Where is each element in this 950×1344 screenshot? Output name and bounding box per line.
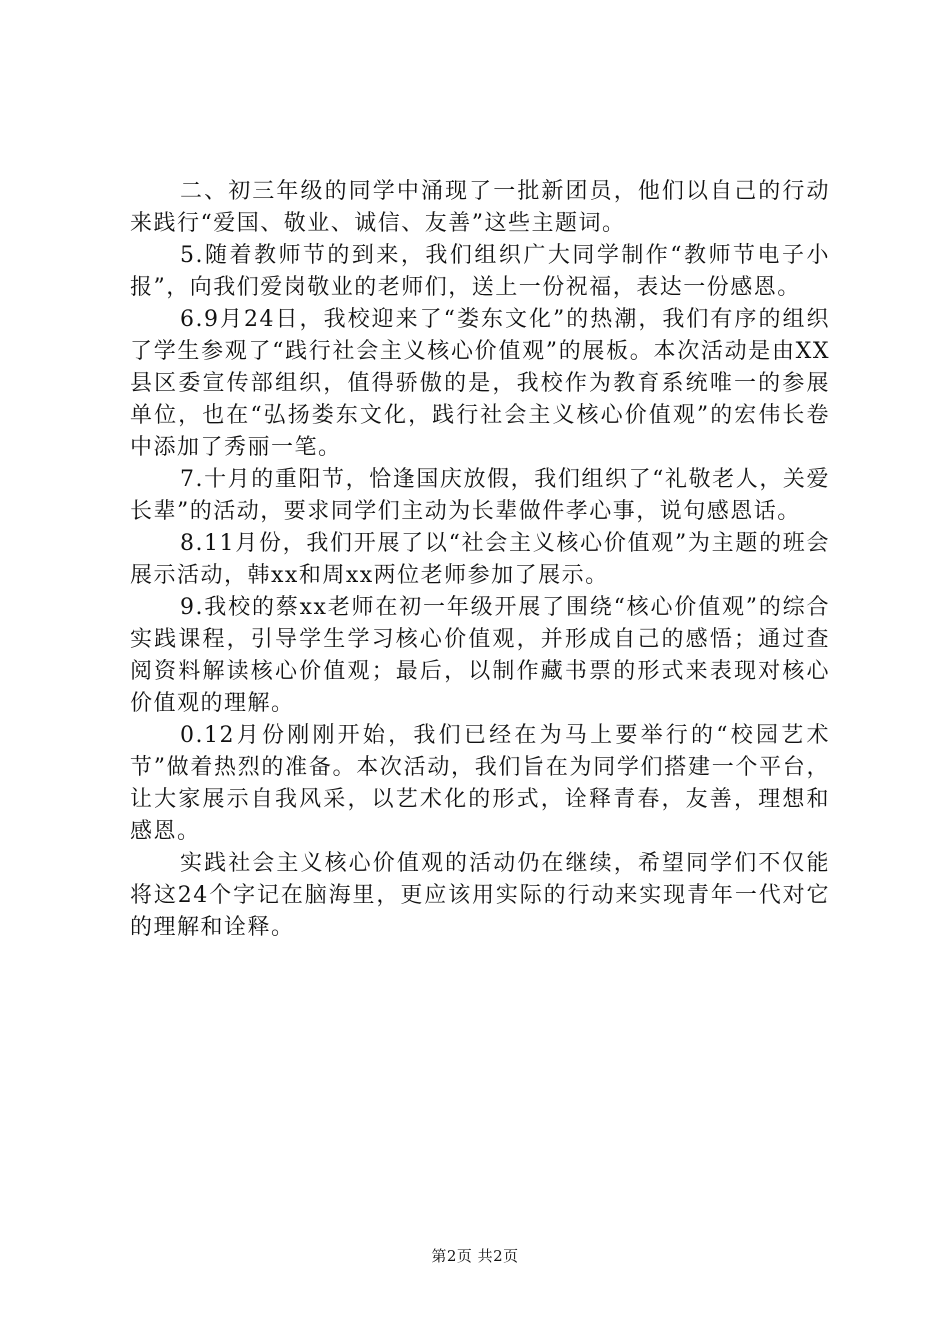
paragraph-practice-course: 9.我校的蔡xx老师在初一年级开展了围绕“核心价值观”的综合实践课程，引导学生学习核心价值观，并形成自己的感悟；通过查阅资料解读核心价值观；最后，以制作藏书票的形式来表现对核心价值观的理解。 (130, 595, 830, 716)
document-body (130, 176, 830, 944)
paragraph-teachers-day: 5.随着教师节的到来，我们组织广大同学制作“教师节电子小报”，向我们爱岗敬业的老师们，送上一份祝福，表达一份感恩。 (130, 243, 830, 300)
paragraph-loudong-culture: 6.9月24日，我校迎来了“娄东文化”的热潮，我们有序的组织了学生参观了“践行社会主义核心价值观”的展板。本次活动是由XX县区委宣传部组织，值得骄傲的是，我校作为教育系统唯一的参展单位，也在“弘扬娄东文化，践行社会主义核心价值观”的宏伟长卷中添加了秀丽一笔。 (130, 307, 830, 460)
paragraph-double-ninth: 7.十月的重阳节，恰逢国庆放假，我们组织了“礼敬老人，关爱长辈”的活动，要求同学们主动为长辈做件孝心事，说句感恩话。 (130, 467, 830, 524)
page-number-footer: 第2页 共2页 (431, 1247, 519, 1265)
paragraph-new-members: 二、初三年级的同学中涌现了一批新团员，他们以自己的行动来践行“爱国、敬业、诚信、友善”这些主题词。 (130, 179, 830, 236)
paragraph-class-meeting: 8.11月份，我们开展了以“社会主义核心价值观”为主题的班会展示活动，韩xx和周xx两位老师参加了展示。 (130, 531, 830, 588)
paragraph-conclusion: 实践社会主义核心价值观的活动仍在继续，希望同学们不仅能将这24个字记在脑海里，更应该用实际的行动来实现青年一代对它的理解和诠释。 (130, 851, 830, 940)
paragraph-art-festival: 0.12月份刚刚开始，我们已经在为马上要举行的“校园艺术节”做着热烈的准备。本次活动，我们旨在为同学们搭建一个平台，让大家展示自我风采，以艺术化的形式，诠释青春，友善，理想和感恩。 (130, 723, 830, 844)
